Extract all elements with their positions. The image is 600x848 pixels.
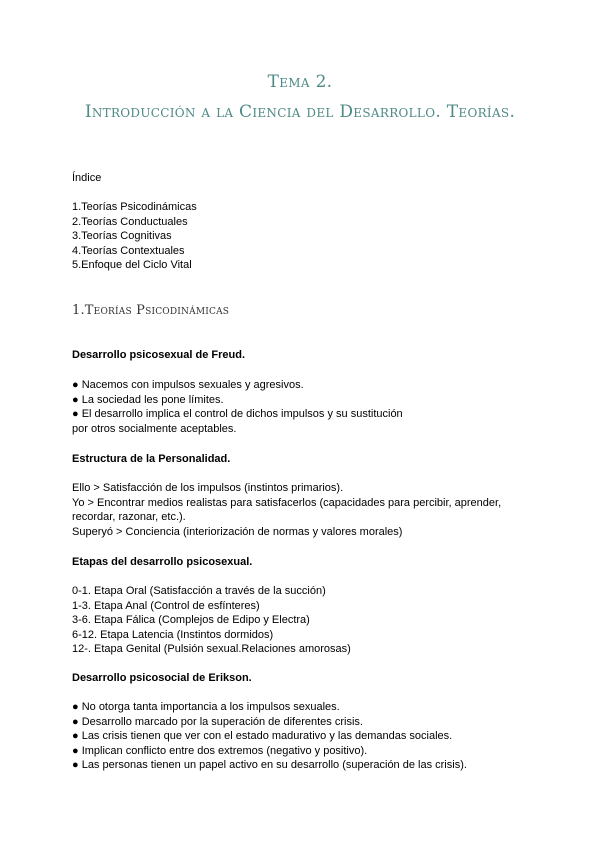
erikson-heading: Desarrollo psicosocial de Erikson. xyxy=(72,672,252,684)
index-label: Índice xyxy=(72,172,102,184)
text-line: Superyó > Conciencia (interiorización de normas y valores morales) xyxy=(72,525,403,538)
estructura-text xyxy=(72,481,542,539)
toc-item: 4.Teorías Contextuales xyxy=(72,244,185,257)
stage-line: 12-. Etapa Genital (Pulsión sexual.Relaciones amorosas) xyxy=(72,643,351,656)
toc-item: 3.Teorías Cognitivas xyxy=(72,230,172,243)
text-line: recordar, razonar, etc.). xyxy=(72,511,186,524)
bullet-line: ● Las personas tienen un papel activo en su desarrollo (superación de las crisis). xyxy=(72,759,467,772)
bullet-line: por otros socialmente aceptables. xyxy=(72,422,237,435)
stage-line: 3-6. Etapa Fálica (Complejos de Edipo y Electra) xyxy=(72,614,310,627)
bullet-line: ● El desarrollo implica el control de dichos impulsos y su sustitución xyxy=(72,408,403,421)
text-line: Yo > Encontrar medios realistas para satisfacerlos (capacidades para percibir, aprender, xyxy=(72,496,502,509)
section-heading: 1.Teorías Psicodinámicas xyxy=(72,303,230,318)
toc-item: 1.Teorías Psicodinámicas xyxy=(72,201,197,213)
etapas-list xyxy=(72,584,542,657)
text-line: Ello > Satisfacción de los impulsos (instintos primarios). xyxy=(72,482,344,494)
table-of-contents xyxy=(72,200,542,273)
bullet-line: ● No otorga tanta importancia a los impulsos sexuales. xyxy=(72,701,340,713)
freud-heading: Desarrollo psicosexual de Freud. xyxy=(72,349,246,361)
toc-item: 5.Enfoque del Ciclo Vital xyxy=(72,259,192,272)
bullet-line: ● Nacemos con impulsos sexuales y agresivos. xyxy=(72,379,304,391)
bullet-line: ● Implican conflicto entre dos extremos (negativo y positivo). xyxy=(72,744,368,757)
bullet-line: ● La sociedad les pone límites. xyxy=(72,393,224,406)
stage-line: 6-12. Etapa Latencia (Instintos dormidos) xyxy=(72,628,274,641)
toc-item: 2.Teorías Conductuales xyxy=(72,215,188,228)
document-title: Tema 2. xyxy=(267,72,333,92)
stage-line: 0-1. Etapa Oral (Satisfacción a través de la succión) xyxy=(72,585,326,597)
bullet-line: ● Las crisis tienen que ver con el estado madurativo y las demandas sociales. xyxy=(72,730,453,743)
etapas-heading: Etapas del desarrollo psicosexual. xyxy=(72,556,253,568)
erikson-bullets xyxy=(72,700,542,773)
freud-bullets xyxy=(72,378,542,436)
document-subtitle: Introducción a la Ciencia del Desarrollo. Teorías. xyxy=(84,102,516,122)
estructura-heading: Estructura de la Personalidad. xyxy=(72,453,231,465)
bullet-line: ● Desarrollo marcado por la superación de diferentes crisis. xyxy=(72,715,363,728)
stage-line: 1-3. Etapa Anal (Control de esfínteres) xyxy=(72,599,260,612)
